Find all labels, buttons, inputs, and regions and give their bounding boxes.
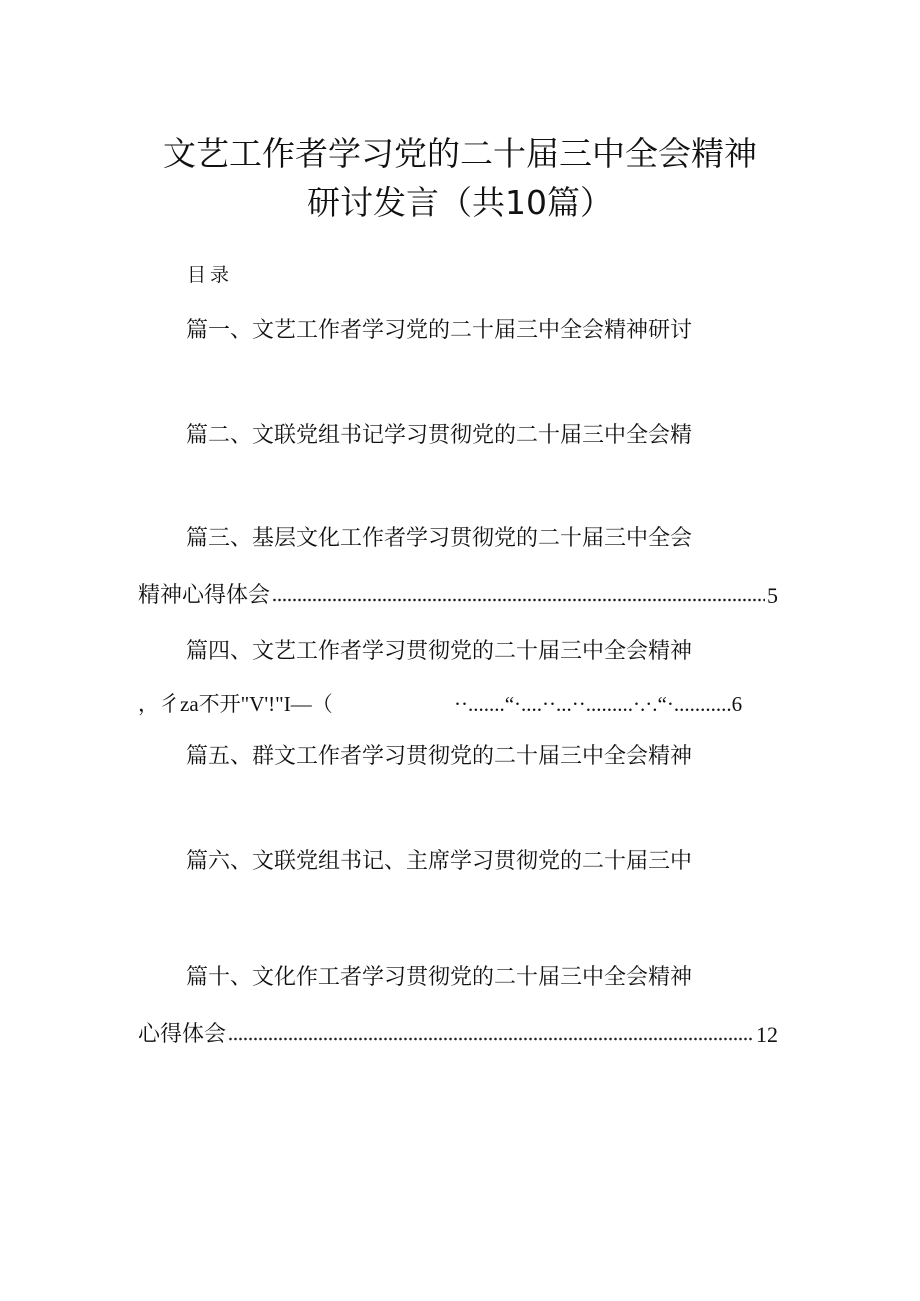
garbled-text-right: ··.......“·....··...··.........·.·.“·...........6 [454, 692, 743, 716]
toc-entry-5[interactable]: 篇五、群文工作者学习贯彻党的二十届三中全会精神 [186, 744, 693, 769]
garbled-text-left: ，彳za不开"V'!"I—（ [138, 692, 333, 716]
toc-entry-7[interactable]: 篇十、文化作工者学习贯彻党的二十届三中全会精神 [186, 965, 693, 990]
toc-entry-7-continuation[interactable] [138, 1020, 778, 1050]
toc-entry-4[interactable]: 篇四、文艺工作者学习贯彻党的二十届三中全会精神 [186, 639, 693, 664]
toc-entry-4-garbled-line [138, 689, 778, 719]
dot-leader [272, 596, 765, 604]
toc-entry-2[interactable]: 篇二、文联党组书记学习贯彻党的二十届三中全会精 [186, 423, 693, 448]
toc-entry-6[interactable]: 篇六、文联党组书记、主席学习贯彻党的二十届三中 [186, 849, 693, 874]
toc-entry-1[interactable]: 篇一、文艺工作者学习党的二十届三中全会精神研讨 [186, 318, 693, 343]
dot-leader [228, 1035, 754, 1043]
toc-entry-3[interactable]: 篇三、基层文化工作者学习贯彻党的二十届三中全会 [186, 526, 693, 551]
toc-heading: 目录 [187, 264, 234, 286]
toc-entry-3-line-2: 精神心得体会 [138, 583, 271, 608]
toc-entry-3-continuation[interactable] [138, 581, 778, 611]
toc-entry-7-line-2: 心得体会 [138, 1022, 227, 1047]
toc-entry-3-page-number: 5 [767, 583, 778, 608]
document-title-line-2: 研讨发言（共10篇） [307, 183, 613, 222]
document-title-line-1: 文艺工作者学习党的二十届三中全会精神 [163, 134, 757, 173]
toc-entry-7-page-number: 12 [756, 1022, 778, 1047]
